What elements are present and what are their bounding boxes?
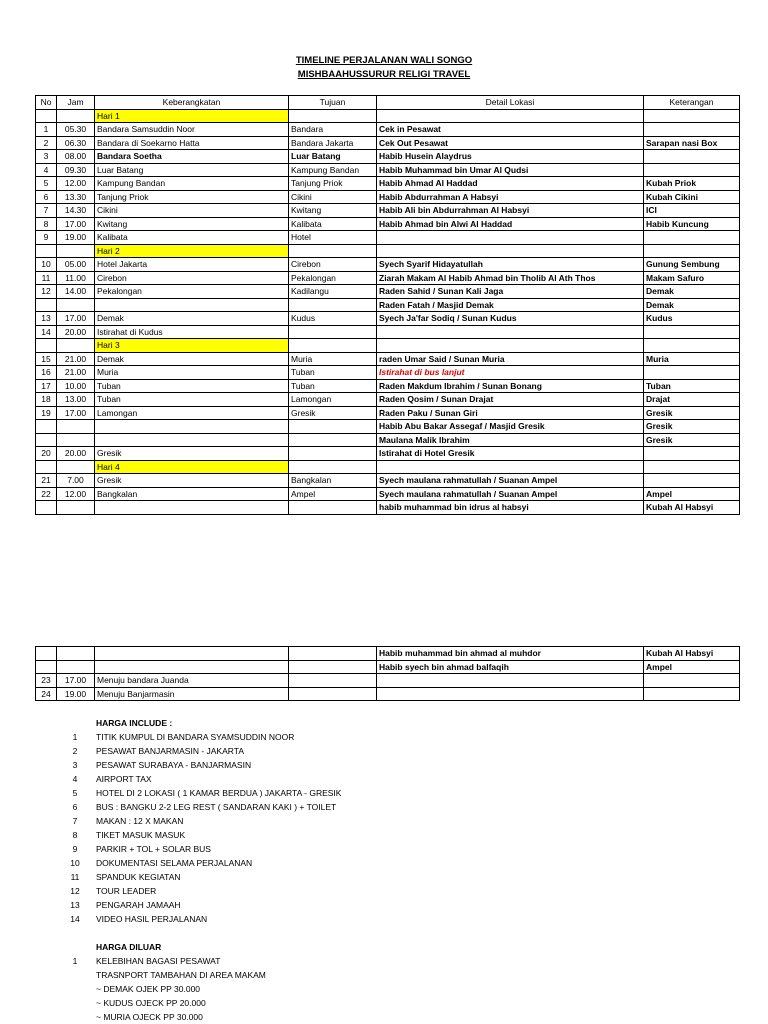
- list-item-number: 10: [70, 858, 80, 868]
- cell-keberangkatan: Kalibata: [95, 231, 289, 245]
- list-item-text: ~ DEMAK OJEK PP 30.000: [96, 984, 201, 994]
- list-item-text: DOKUMENTASI SELAMA PERJALANAN: [96, 858, 253, 868]
- list-item-text: ~ KUDUS OJECK PP 20.000: [96, 998, 206, 1008]
- table-row: [36, 312, 740, 326]
- cell-tujuan: Ampel: [289, 487, 377, 501]
- cell-no: 12: [36, 285, 57, 299]
- cell-no: 10: [36, 258, 57, 272]
- table-row: [36, 325, 740, 339]
- cell-jam: 14.30: [57, 204, 95, 218]
- document-title: TIMELINE PERJALANAN WALI SONGO: [295, 55, 473, 66]
- cell-keberangkatan: Muria: [95, 366, 289, 380]
- cell-no: 4: [36, 163, 57, 177]
- cell-keterangan: ICI: [644, 204, 740, 218]
- cell-no: 15: [36, 352, 57, 366]
- cell-keberangkatan: Demak: [95, 352, 289, 366]
- table-row: [36, 217, 740, 231]
- cell-no: [36, 339, 57, 353]
- cell-no: 23: [36, 674, 57, 688]
- cell-keterangan: [644, 447, 740, 461]
- table-row: [36, 298, 740, 312]
- cell-no: [36, 501, 57, 515]
- cell-jam: [57, 660, 95, 674]
- cell-detail-lokasi: Habib Abdurrahman A Habsyi: [377, 190, 644, 204]
- cell-jam: 17.00: [57, 217, 95, 231]
- table-row: [36, 433, 740, 447]
- cell-keberangkatan: Bandara Samsuddin Noor: [95, 123, 289, 137]
- cell-detail-lokasi: [377, 460, 644, 474]
- list-item-number: 11: [70, 872, 80, 882]
- table-row: [36, 366, 740, 380]
- cell-tujuan: [289, 298, 377, 312]
- cell-jam: 10.00: [57, 379, 95, 393]
- table-row: [36, 352, 740, 366]
- cell-detail-lokasi: Raden Qosim / Sunan Drajat: [377, 393, 644, 407]
- cell-keberangkatan: Bangkalan: [95, 487, 289, 501]
- cell-no: [36, 660, 57, 674]
- list-item-text: TRASNPORT TAMBAHAN DI AREA MAKAM: [96, 970, 266, 980]
- cell-keberangkatan: Istirahat di Kudus: [95, 325, 289, 339]
- cell-tujuan: Kadilangu: [289, 285, 377, 299]
- cell-jam: [57, 298, 95, 312]
- list-item-text: VIDEO HASIL PERJALANAN: [96, 914, 208, 924]
- cell-keberangkatan: Kampung Bandan: [95, 177, 289, 191]
- cell-keterangan: [644, 339, 740, 353]
- cell-detail-lokasi: Syech maulana rahmatullah / Suanan Ampel: [377, 474, 644, 488]
- cell-jam: 20.00: [57, 447, 95, 461]
- list-item-number: 2: [72, 746, 78, 756]
- cell-no: 1: [36, 123, 57, 137]
- table-row: [36, 271, 740, 285]
- table-row: [36, 258, 740, 272]
- cell-tujuan: Bandara Jakarta: [289, 136, 377, 150]
- cell-keberangkatan: Pekalongan: [95, 285, 289, 299]
- cell-no: 3: [36, 150, 57, 164]
- cell-jam: 7.00: [57, 474, 95, 488]
- cell-keterangan: Sarapan nasi Box: [644, 136, 740, 150]
- cell-no: 16: [36, 366, 57, 380]
- header-no: No: [36, 96, 57, 110]
- cell-jam: [57, 501, 95, 515]
- cell-detail-lokasi: Habib Muhammad bin Umar Al Qudsi: [377, 163, 644, 177]
- header-keterangan: Keterangan: [644, 96, 740, 110]
- cell-jam: 05.00: [57, 258, 95, 272]
- cell-keterangan: Gresik: [644, 433, 740, 447]
- cell-keberangkatan: Lamongan: [95, 406, 289, 420]
- cell-keterangan: Ampel: [644, 660, 740, 674]
- cell-keberangkatan: Demak: [95, 312, 289, 326]
- cell-keterangan: Habib Kuncung: [644, 217, 740, 231]
- list-item-text: AIRPORT TAX: [96, 774, 152, 784]
- cell-tujuan: Pekalongan: [289, 271, 377, 285]
- cell-keterangan: Ampel: [644, 487, 740, 501]
- table-row: [36, 406, 740, 420]
- cell-tujuan: Hotel: [289, 231, 377, 245]
- list-item-number: 6: [72, 802, 78, 812]
- day-row: [36, 460, 740, 474]
- cell-keterangan: Kubah Priok: [644, 177, 740, 191]
- cell-jam: [57, 433, 95, 447]
- cell-jam: 08.00: [57, 150, 95, 164]
- cell-no: 19: [36, 406, 57, 420]
- cell-jam: 09.30: [57, 163, 95, 177]
- cell-detail-lokasi: [377, 339, 644, 353]
- cell-keterangan: Kubah Al Habsyi: [644, 647, 740, 661]
- cell-detail-lokasi: Istirahat di Hotel Gresik: [377, 447, 644, 461]
- cell-jam: 06.30: [57, 136, 95, 150]
- cell-jam: 12.00: [57, 487, 95, 501]
- cell-jam: [57, 647, 95, 661]
- cell-tujuan: Muria: [289, 352, 377, 366]
- table-row: [36, 420, 740, 434]
- list-item-text: MAKAN : 12 X MAKAN: [96, 816, 184, 826]
- cell-keterangan: [644, 163, 740, 177]
- cell-jam: 19.00: [57, 231, 95, 245]
- list-item-text: PARKIR + TOL + SOLAR BUS: [96, 844, 211, 854]
- cell-keterangan: [644, 687, 740, 701]
- cell-tujuan: [289, 687, 377, 701]
- cell-keberangkatan: [95, 433, 289, 447]
- day-row: [36, 109, 740, 123]
- cell-detail-lokasi: Habib Husein Alaydrus: [377, 150, 644, 164]
- cell-keterangan: Gunung Sembung: [644, 258, 740, 272]
- table-row: [36, 393, 740, 407]
- cell-keberangkatan: Menuju bandara Juanda: [95, 674, 289, 688]
- cell-no: [36, 433, 57, 447]
- cell-keterangan: [644, 123, 740, 137]
- cell-detail-lokasi: habib muhammad bin idrus al habsyi: [377, 501, 644, 515]
- cell-detail-lokasi: Istirahat di bus lanjut: [377, 366, 644, 380]
- table-row: [36, 660, 740, 674]
- cell-jam: [57, 460, 95, 474]
- cell-no: [36, 460, 57, 474]
- cell-no: 21: [36, 474, 57, 488]
- cell-detail-lokasi: Habib muhammad bin ahmad al muhdor: [377, 647, 644, 661]
- cell-detail-lokasi: Syech maulana rahmatullah / Suanan Ampel: [377, 487, 644, 501]
- cell-tujuan: [289, 460, 377, 474]
- cell-detail-lokasi: Habib Abu Bakar Assegaf / Masjid Gresik: [377, 420, 644, 434]
- list-item-number: 14: [70, 914, 80, 924]
- cell-tujuan: Tanjung Priok: [289, 177, 377, 191]
- cell-detail-lokasi: Syech Syarif Hidayatullah: [377, 258, 644, 272]
- list-item-number: 7: [72, 816, 78, 826]
- cell-tujuan: Tuban: [289, 366, 377, 380]
- cell-keberangkatan: Luar Batang: [95, 163, 289, 177]
- day-label: Hari 2: [95, 244, 289, 258]
- cell-detail-lokasi: Syech Ja'far Sodiq / Sunan Kudus: [377, 312, 644, 326]
- table-row: [36, 177, 740, 191]
- cell-detail-lokasi: [377, 325, 644, 339]
- cell-keterangan: Kudus: [644, 312, 740, 326]
- cell-keterangan: Kubah Al Habsyi: [644, 501, 740, 515]
- cell-tujuan: Tuban: [289, 379, 377, 393]
- cell-jam: 19.00: [57, 687, 95, 701]
- cell-tujuan: [289, 647, 377, 661]
- list-item-text: PENGARAH JAMAAH: [96, 900, 181, 910]
- list-item-text: KELEBIHAN BAGASI PESAWAT: [96, 956, 221, 966]
- cell-no: [36, 244, 57, 258]
- cell-keterangan: [644, 231, 740, 245]
- cell-tujuan: Luar Batang: [289, 150, 377, 164]
- list-item-text: BUS : BANGKU 2-2 LEG REST ( SANDARAN KAKI ) + TOILET: [96, 802, 337, 812]
- cell-no: 14: [36, 325, 57, 339]
- cell-no: 6: [36, 190, 57, 204]
- cell-keterangan: Gresik: [644, 406, 740, 420]
- cell-keberangkatan: Bandara Soetha: [95, 150, 289, 164]
- table-row: [36, 674, 740, 688]
- cell-keterangan: Demak: [644, 298, 740, 312]
- cell-jam: [57, 420, 95, 434]
- timeline-table-continued: [35, 646, 740, 701]
- cell-detail-lokasi: [377, 109, 644, 123]
- cell-tujuan: [289, 420, 377, 434]
- list-item-text: SPANDUK KEGIATAN: [96, 872, 181, 882]
- cell-tujuan: Kampung Bandan: [289, 163, 377, 177]
- table-row: [36, 231, 740, 245]
- list-item-text: TOUR LEADER: [96, 886, 157, 896]
- cell-no: 9: [36, 231, 57, 245]
- cell-no: 11: [36, 271, 57, 285]
- cell-tujuan: [289, 433, 377, 447]
- cell-jam: 17.00: [57, 406, 95, 420]
- cell-jam: 13.30: [57, 190, 95, 204]
- day-label: Hari 4: [95, 460, 289, 474]
- header-keberangkatan: Keberangkatan: [95, 96, 289, 110]
- cell-no: 24: [36, 687, 57, 701]
- cell-no: 8: [36, 217, 57, 231]
- document-subtitle: MISHBAAHUSSURUR RELIGI TRAVEL: [297, 69, 471, 80]
- cell-keberangkatan: Menuju Banjarmasin: [95, 687, 289, 701]
- cell-keberangkatan: Tuban: [95, 393, 289, 407]
- section-heading: HARGA DILUAR: [96, 942, 162, 952]
- cell-jam: 21.00: [57, 352, 95, 366]
- cell-no: [36, 109, 57, 123]
- cell-tujuan: Bandara: [289, 123, 377, 137]
- cell-keberangkatan: Tuban: [95, 379, 289, 393]
- cell-tujuan: Gresik: [289, 406, 377, 420]
- cell-keberangkatan: Cikini: [95, 204, 289, 218]
- list-item-number: 12: [70, 886, 80, 896]
- table-row: [36, 447, 740, 461]
- cell-jam: [57, 339, 95, 353]
- cell-tujuan: [289, 325, 377, 339]
- cell-no: 18: [36, 393, 57, 407]
- cell-keberangkatan: [95, 647, 289, 661]
- cell-keterangan: Muria: [644, 352, 740, 366]
- cell-keberangkatan: Gresik: [95, 474, 289, 488]
- cell-tujuan: Kudus: [289, 312, 377, 326]
- cell-no: 7: [36, 204, 57, 218]
- table-row: [36, 379, 740, 393]
- cell-jam: 20.00: [57, 325, 95, 339]
- day-row: [36, 339, 740, 353]
- cell-keterangan: [644, 244, 740, 258]
- cell-jam: [57, 109, 95, 123]
- cell-keberangkatan: [95, 298, 289, 312]
- cell-no: [36, 420, 57, 434]
- cell-keberangkatan: Gresik: [95, 447, 289, 461]
- list-item-number: 9: [72, 844, 78, 854]
- cell-tujuan: [289, 674, 377, 688]
- cell-keterangan: Makam Safuro: [644, 271, 740, 285]
- cell-tujuan: [289, 244, 377, 258]
- cell-tujuan: Cikini: [289, 190, 377, 204]
- cell-keberangkatan: [95, 501, 289, 515]
- cell-jam: 13.00: [57, 393, 95, 407]
- table-header-row: [36, 96, 740, 110]
- cell-keterangan: Kubah Cikini: [644, 190, 740, 204]
- timeline-table: [35, 95, 740, 515]
- cell-detail-lokasi: Cek Out Pesawat: [377, 136, 644, 150]
- day-row: [36, 244, 740, 258]
- header-detail-lokasi: Detail Lokasi: [377, 96, 644, 110]
- cell-detail-lokasi: Raden Sahid / Sunan Kali Jaga: [377, 285, 644, 299]
- table-row: [36, 487, 740, 501]
- cell-jam: [57, 244, 95, 258]
- list-item-number: 3: [72, 760, 78, 770]
- cell-no: 22: [36, 487, 57, 501]
- cell-detail-lokasi: [377, 687, 644, 701]
- cell-tujuan: Bangkalan: [289, 474, 377, 488]
- cell-no: 20: [36, 447, 57, 461]
- section-heading: HARGA INCLUDE :: [96, 718, 173, 728]
- list-item-text: PESAWAT SURABAYA - BANJARMASIN: [96, 760, 252, 770]
- cell-no: [36, 647, 57, 661]
- table-row: [36, 687, 740, 701]
- table-row: [36, 474, 740, 488]
- list-item-number: 1: [72, 732, 78, 742]
- list-item-number: 5: [72, 788, 78, 798]
- cell-tujuan: Lamongan: [289, 393, 377, 407]
- cell-detail-lokasi: Raden Makdum Ibrahim / Sunan Bonang: [377, 379, 644, 393]
- header-tujuan: Tujuan: [289, 96, 377, 110]
- table-row: [36, 136, 740, 150]
- cell-jam: 17.00: [57, 674, 95, 688]
- cell-keterangan: [644, 109, 740, 123]
- list-item-text: TIKET MASUK MASUK: [96, 830, 186, 840]
- cell-keberangkatan: [95, 660, 289, 674]
- cell-keberangkatan: Hotel Jakarta: [95, 258, 289, 272]
- cell-tujuan: Cirebon: [289, 258, 377, 272]
- cell-tujuan: Kwitang: [289, 204, 377, 218]
- cell-jam: 14.00: [57, 285, 95, 299]
- cell-no: 2: [36, 136, 57, 150]
- cell-detail-lokasi: [377, 231, 644, 245]
- cell-detail-lokasi: Raden Fatah / Masjid Demak: [377, 298, 644, 312]
- list-item-text: HOTEL DI 2 LOKASI ( 1 KAMAR BERDUA ) JAKARTA - GRESIK: [96, 788, 342, 798]
- list-item-text: ~ MURIA OJECK PP 30.000: [96, 1012, 203, 1022]
- cell-jam: 12.00: [57, 177, 95, 191]
- cell-detail-lokasi: Maulana Malik Ibrahim: [377, 433, 644, 447]
- list-item-text: PESAWAT BANJARMASIN - JAKARTA: [96, 746, 244, 756]
- list-item-number: 4: [72, 774, 78, 784]
- cell-detail-lokasi: raden Umar Said / Sunan Muria: [377, 352, 644, 366]
- cell-detail-lokasi: Ziarah Makam Al Habib Ahmad bin Tholib Al Ath Thos: [377, 271, 644, 285]
- cell-no: 13: [36, 312, 57, 326]
- day-label: Hari 3: [95, 339, 289, 353]
- cell-no: 5: [36, 177, 57, 191]
- cell-detail-lokasi: [377, 674, 644, 688]
- table-row: [36, 204, 740, 218]
- cell-keterangan: [644, 150, 740, 164]
- cell-detail-lokasi: Cek in Pesawat: [377, 123, 644, 137]
- cell-keterangan: [644, 460, 740, 474]
- cell-keberangkatan: Kwitang: [95, 217, 289, 231]
- table-row: [36, 285, 740, 299]
- cell-no: [36, 298, 57, 312]
- cell-keterangan: Tuban: [644, 379, 740, 393]
- cell-detail-lokasi: Habib Ahmad bin Alwi Al Haddad: [377, 217, 644, 231]
- cell-tujuan: [289, 339, 377, 353]
- cell-tujuan: [289, 660, 377, 674]
- cell-jam: 17.00: [57, 312, 95, 326]
- cell-keterangan: [644, 674, 740, 688]
- cell-tujuan: [289, 447, 377, 461]
- cell-keberangkatan: Bandara di Soekarno Hatta: [95, 136, 289, 150]
- list-item-number: 13: [70, 900, 80, 910]
- cell-detail-lokasi: Habib syech bin ahmad balfaqih: [377, 660, 644, 674]
- cell-jam: 21.00: [57, 366, 95, 380]
- cell-keterangan: Demak: [644, 285, 740, 299]
- cell-detail-lokasi: Habib Ali bin Abdurrahman Al Habsyi: [377, 204, 644, 218]
- cell-jam: 11.00: [57, 271, 95, 285]
- list-item-number: 8: [72, 830, 78, 840]
- list-item-text: TITIK KUMPUL DI BANDARA SYAMSUDDIN NOOR: [96, 732, 295, 742]
- cell-keterangan: Drajat: [644, 393, 740, 407]
- table-row: [36, 123, 740, 137]
- cell-tujuan: [289, 501, 377, 515]
- header-jam: Jam: [57, 96, 95, 110]
- table-row: [36, 501, 740, 515]
- table-row: [36, 150, 740, 164]
- table-row: [36, 163, 740, 177]
- list-item-number: 1: [72, 956, 78, 966]
- cell-keberangkatan: [95, 420, 289, 434]
- table-row: [36, 647, 740, 661]
- day-label: Hari 1: [95, 109, 289, 123]
- table-row: [36, 190, 740, 204]
- cell-detail-lokasi: Raden Paku / Sunan Giri: [377, 406, 644, 420]
- cell-keterangan: [644, 366, 740, 380]
- cell-jam: 05.30: [57, 123, 95, 137]
- cell-keberangkatan: Cirebon: [95, 271, 289, 285]
- cell-keterangan: Gresik: [644, 420, 740, 434]
- cell-keberangkatan: Tanjung Priok: [95, 190, 289, 204]
- cell-no: 17: [36, 379, 57, 393]
- cell-tujuan: [289, 109, 377, 123]
- cell-tujuan: Kalibata: [289, 217, 377, 231]
- cell-keterangan: [644, 474, 740, 488]
- cell-detail-lokasi: [377, 244, 644, 258]
- cell-detail-lokasi: Habib Ahmad Al Haddad: [377, 177, 644, 191]
- cell-keterangan: [644, 325, 740, 339]
